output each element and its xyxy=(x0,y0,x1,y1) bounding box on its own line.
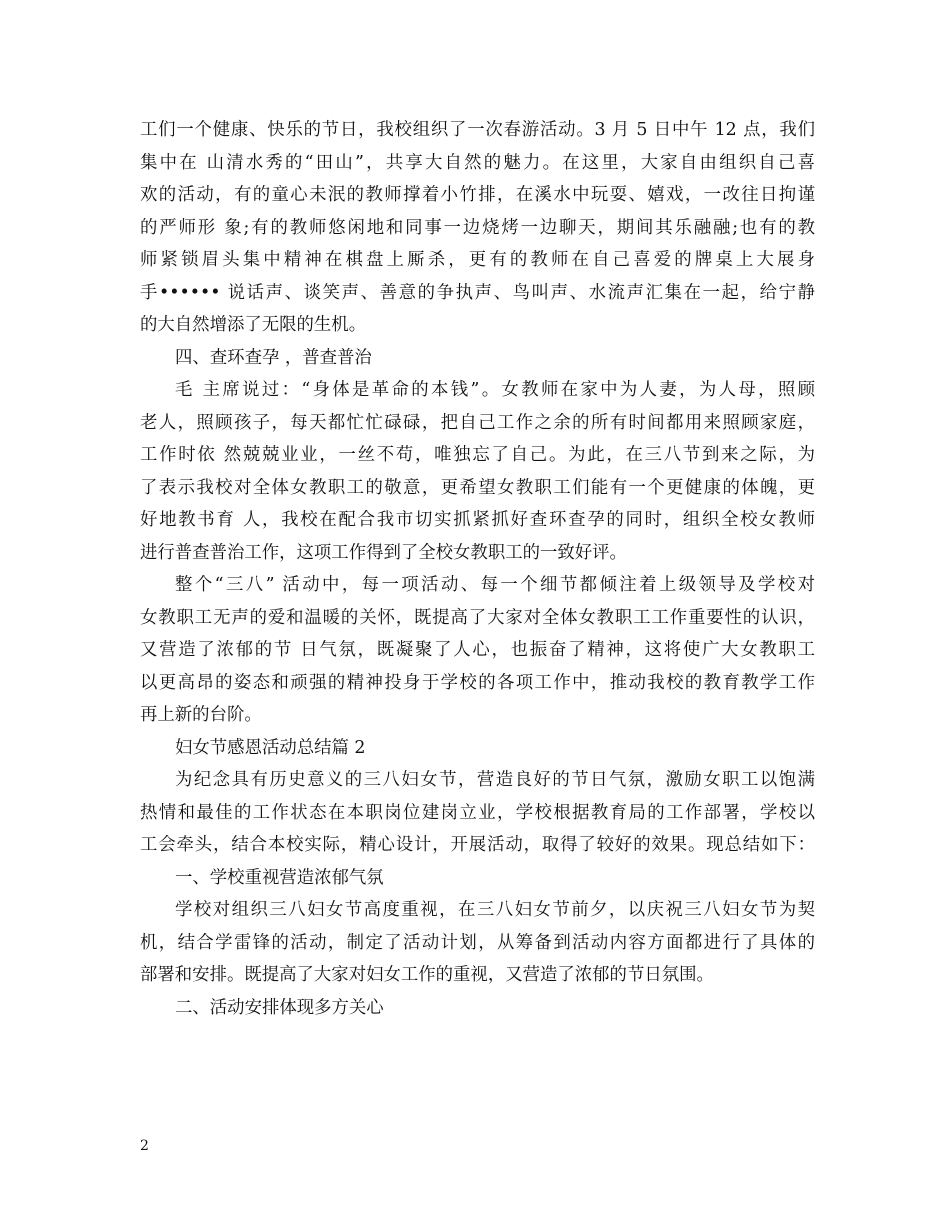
text-line: 的严师形 象;有的教师悠闲地和同事一边烧烤一边聊天，期间其乐融融;也有的教 xyxy=(140,217,815,238)
text-line: 毛 主席说过：“身体是革命的本钱”。女教师在家中为人妻，为人母，照顾 xyxy=(175,380,815,400)
text-line: 的大自然增添了无限的生机。 xyxy=(140,315,367,335)
text-line: 一、学校重视营造浓郁气氛 xyxy=(175,867,384,888)
document-body xyxy=(140,114,815,1024)
text-line: 工们一个健康、快乐的节日，我校组织了一次春游活动。3 月 5 日中午 12 点，我们 xyxy=(140,120,815,140)
text-line: 部署和安排。既提高了大家对妇女工作的重视，又营造了浓郁的节日氛围。 xyxy=(140,965,714,985)
text-line: 学校对组织三八妇女节高度重视，在三八妇女节前夕，以庆祝三八妇女节为契 xyxy=(175,900,815,920)
text-line: 进行普查普治工作，这项工作得到了全校女教职工的一致好评。 xyxy=(140,542,627,563)
text-line: 又营造了浓郁的节 日气氛，既凝聚了人心，也振奋了精神，这将使广大女教职工 xyxy=(140,640,815,660)
text-line: 四、查环查孕 ，普查普治 xyxy=(175,347,372,368)
text-line: 工作时依 然兢兢业业，一丝不苟，唯独忘了自己。为此，在三八节到来之际，为 xyxy=(140,445,815,465)
text-line: 机，结合学雷锋的活动，制定了活动计划，从筹备到活动内容方面都进行了具体的 xyxy=(140,932,815,953)
page-number: 2 xyxy=(140,1138,149,1154)
text-line: 二、活动安排体现多方关心 xyxy=(175,997,384,1018)
text-line: 整个“三八” 活动中，每一项活动、每一个细节都倾注着上级领导及学校对 xyxy=(175,575,815,595)
text-line: 了表示我校对全体女教职工的敬意，更希望女教职工们能有一个更健康的体魄，更 xyxy=(140,477,815,498)
text-line: 老人，照顾孩子，每天都忙忙碌碌，把自己工作之余的所有时间都用来照顾家庭， xyxy=(140,412,815,433)
text-line: 为纪念具有历史意义的三八妇女节，营造良好的节日气氛，激励女职工以饱满 xyxy=(175,770,815,790)
text-line: 热情和最佳的工作状态在本职岗位建岗立业，学校根据教育局的工作部署，学校以 xyxy=(140,802,815,823)
text-line: 工会牵头，结合本校实际，精心设计，开展活动，取得了较好的效果。现总结如下： xyxy=(140,835,815,855)
text-line: 集中在 山清水秀的“田山”，共享大自然的魅力。在这里，大家自由组织自己喜 xyxy=(140,152,815,173)
text-line: 妇女节感恩活动总结篇 2 xyxy=(175,737,366,758)
text-line: 以更高昂的姿态和顽强的精神投身于学校的各项工作中，推动我校的教育教学工作 xyxy=(140,672,815,693)
text-line: 师紧锁眉头集中精神在棋盘上厮杀，更有的教师在自己喜爱的牌桌上大展身 xyxy=(140,250,815,270)
text-line: 再上新的台阶。 xyxy=(140,705,262,725)
text-line: 手•••••• 说话声、谈笑声、善意的争执声、鸟叫声、水流声汇集在一起，给宁静 xyxy=(140,282,815,303)
text-line: 欢的活动，有的童心未泯的教师撑着小竹排，在溪水中玩耍、嬉戏，一改往日拘谨 xyxy=(140,185,815,205)
text-line: 好地教书育 人，我校在配合我市切实抓紧抓好查环查孕的同时，组织全校女教师 xyxy=(140,510,815,530)
text-line: 女教职工无声的爱和温暖的关怀，既提高了大家对全体女教职工工作重要性的认识， xyxy=(140,607,815,628)
